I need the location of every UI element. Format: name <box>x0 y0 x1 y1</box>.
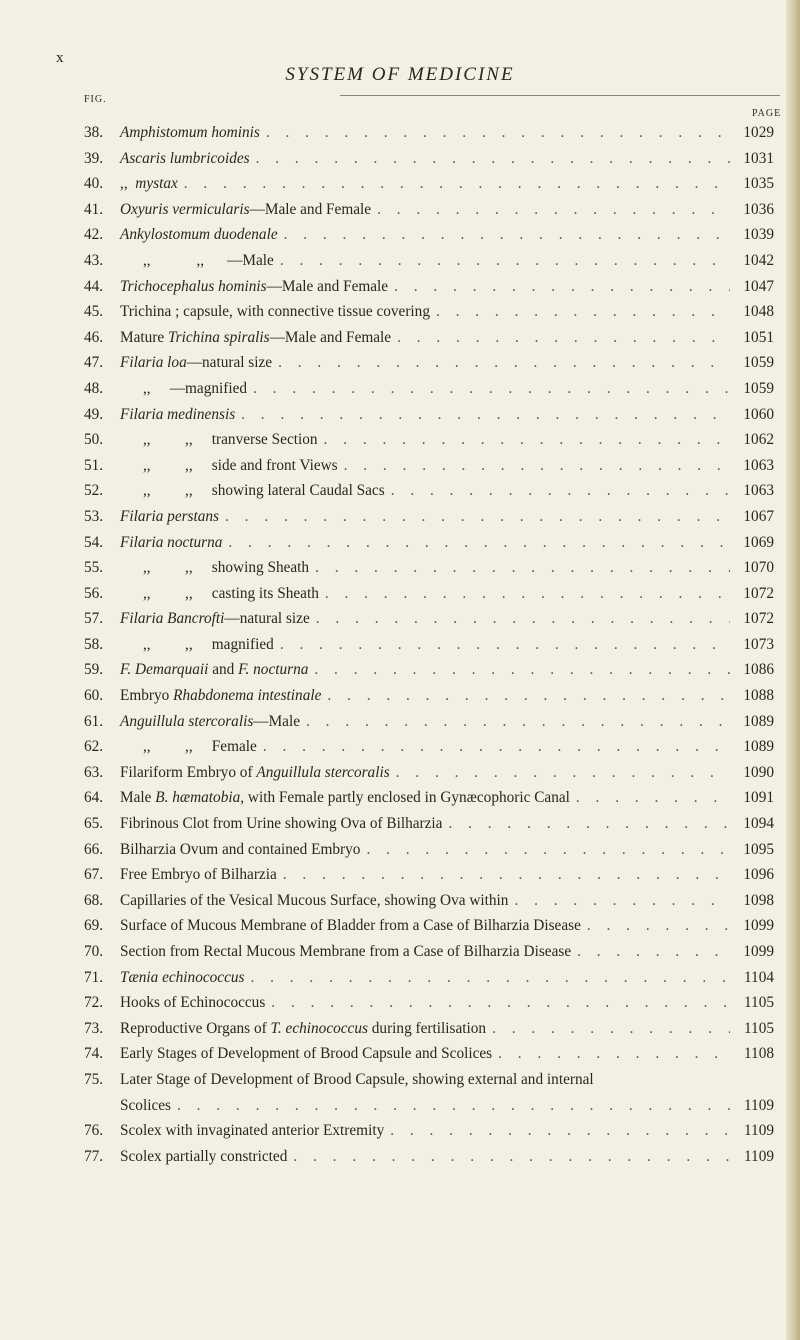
page-number: 1105 <box>743 994 774 1012</box>
figure-title <box>120 657 308 683</box>
page-number: 1039 <box>743 226 774 244</box>
page-number: 1098 <box>743 891 774 909</box>
dot-leader <box>442 811 730 837</box>
column-heading-fig: FIG. <box>84 94 107 105</box>
figure-number: 55. <box>84 559 104 577</box>
figure-title <box>120 734 257 760</box>
dot-leader <box>360 837 730 863</box>
title-part: F. Demarquaii <box>120 661 209 679</box>
figure-title <box>120 274 388 300</box>
title-part: Embryo <box>120 687 174 705</box>
page-number: 1060 <box>743 405 774 423</box>
list-item <box>84 888 774 914</box>
list-item <box>84 222 774 248</box>
title-part: F. nocturna <box>238 661 309 679</box>
figure-number: 51. <box>84 456 104 474</box>
list-item <box>84 939 774 965</box>
list-item <box>84 376 774 402</box>
page-number: 1073 <box>743 635 774 653</box>
page-number: 1109 <box>743 1122 774 1140</box>
dot-leader <box>287 1144 730 1170</box>
title-part: —natural size <box>224 610 310 628</box>
title-part: Hooks of Echinococcus <box>120 994 266 1012</box>
running-title: SYSTEM OF MEDICINE <box>285 64 515 85</box>
title-part: during fertilisation <box>367 1019 487 1037</box>
title-part: Scolex partially constricted <box>120 1147 288 1165</box>
dot-leader <box>257 734 730 760</box>
figure-title <box>120 1041 492 1067</box>
figure-number: 54. <box>84 533 104 551</box>
title-part: ,, ,, showing Sheath <box>120 559 310 577</box>
figure-title <box>120 402 235 428</box>
column-heading-page: PAGE <box>752 108 782 119</box>
figure-number: 70. <box>84 943 104 960</box>
list-item <box>84 1016 774 1042</box>
figure-title <box>120 530 222 556</box>
title-part: Ascaris lumbricoides <box>120 149 250 167</box>
list-item <box>84 530 774 556</box>
figure-number: 41. <box>84 200 104 218</box>
dot-leader <box>272 350 730 376</box>
list-item <box>84 581 774 607</box>
title-part: Oxyuris vermicularis <box>120 200 250 218</box>
page-number: 1047 <box>743 277 774 295</box>
page-number: 1031 <box>743 149 774 167</box>
dot-leader <box>390 760 730 786</box>
figure-title <box>120 632 274 658</box>
dot-leader <box>244 965 730 991</box>
page-number: 1029 <box>743 124 774 141</box>
figure-number: 38. <box>84 124 104 141</box>
page-number: 1099 <box>743 943 774 960</box>
title-part: Reproductive Organs of <box>120 1019 271 1037</box>
title-part: Filaria medinensis <box>120 405 236 423</box>
figure-title <box>120 453 338 479</box>
figure-number: 46. <box>84 328 104 346</box>
page-number: 1089 <box>743 738 774 756</box>
page-number: 1086 <box>743 661 774 679</box>
title-part: Anguillula stercoralis <box>256 763 390 781</box>
dot-leader <box>278 222 730 248</box>
list-item <box>84 785 774 811</box>
figure-number: 40. <box>84 175 104 193</box>
title-part: Filaria Bancrofti <box>120 610 225 628</box>
page-number: 1072 <box>743 584 774 602</box>
title-part: —Male and Female <box>249 200 372 218</box>
dot-leader <box>391 325 730 351</box>
page-number: 1104 <box>743 968 774 986</box>
title-part: Trichocephalus hominis <box>120 277 267 295</box>
figure-number: 65. <box>84 815 104 833</box>
title-part: ,, ,, casting its Sheath <box>120 584 319 602</box>
figure-title <box>120 1016 486 1042</box>
list-item <box>84 606 774 632</box>
figure-number: 47. <box>84 354 104 372</box>
figure-title <box>120 1067 594 1093</box>
figure-number: 72. <box>84 994 104 1012</box>
list-item <box>84 913 774 939</box>
page-number: 1063 <box>743 456 774 474</box>
dot-leader <box>508 888 730 914</box>
dot-leader <box>570 785 730 811</box>
page-number: 1063 <box>743 482 774 500</box>
figure-title <box>120 555 309 581</box>
page-number-roman: x <box>56 50 64 66</box>
figure-title <box>120 376 247 402</box>
dot-leader <box>274 248 730 274</box>
title-part: Male <box>120 789 156 807</box>
title-part: Bilharzia Ovum and contained Embryo <box>120 840 361 858</box>
dot-leader <box>219 504 730 530</box>
title-part: ,, ,, side and front Views <box>120 456 338 474</box>
dot-leader <box>274 632 730 658</box>
title-part: Ankylostomum duodenale <box>120 226 278 244</box>
figure-list <box>84 120 774 1169</box>
title-part: , with Female partly enclosed in Gynæcophoric Canal <box>240 789 570 807</box>
page-number: 1094 <box>743 815 774 833</box>
title-part: ,, <box>120 175 136 193</box>
title-part: Scolex with invaginated anterior Extremity <box>120 1122 385 1140</box>
figure-number: 43. <box>84 251 104 269</box>
list-item <box>84 632 774 658</box>
dot-leader <box>571 939 730 965</box>
page-number: 1069 <box>743 533 774 551</box>
title-part: Section from Rectal Mucous Membrane from a Case of Bilharzia Disease <box>120 943 572 960</box>
figure-title <box>120 683 321 709</box>
title-part: mystax <box>135 175 178 193</box>
dot-leader <box>247 376 730 402</box>
dot-leader <box>178 171 730 197</box>
page-number: 1108 <box>743 1045 774 1063</box>
figure-number: 42. <box>84 226 104 244</box>
dot-leader <box>371 197 730 223</box>
page-edge <box>786 0 800 1340</box>
figure-title <box>120 939 571 965</box>
list-item <box>84 657 774 683</box>
list-item <box>84 350 774 376</box>
figure-title <box>120 760 390 786</box>
list-item <box>84 1067 774 1093</box>
dot-leader <box>250 146 730 172</box>
dot-leader <box>300 709 730 735</box>
title-part: Rhabdonema intestinale <box>173 687 322 705</box>
figure-number: 49. <box>84 405 104 423</box>
figure-number: 53. <box>84 507 104 525</box>
list-item <box>84 427 774 453</box>
figure-title <box>120 709 300 735</box>
list-item <box>84 453 774 479</box>
title-part: Filaria nocturna <box>120 533 223 551</box>
dot-leader <box>310 606 730 632</box>
figure-number: 48. <box>84 379 104 397</box>
list-item <box>84 504 774 530</box>
figure-title <box>120 478 385 504</box>
title-part: B. hæmatobia <box>155 789 241 807</box>
figure-title <box>120 427 318 453</box>
figure-number: 67. <box>84 866 104 884</box>
title-part: Trichina spiralis <box>168 328 270 346</box>
figure-number: 75. <box>84 1070 104 1088</box>
figure-title <box>120 1118 384 1144</box>
title-part: Early Stages of Development of Brood Capsule and Scolices <box>120 1045 493 1063</box>
list-item <box>84 197 774 223</box>
list-item <box>84 555 774 581</box>
figure-title <box>120 811 442 837</box>
figure-number: 63. <box>84 763 104 781</box>
figure-number: 69. <box>84 917 104 935</box>
figure-title <box>120 222 278 248</box>
list-item <box>84 299 774 325</box>
page-number: 1109 <box>743 1096 774 1114</box>
title-part: ,, ,, magnified <box>120 635 274 653</box>
page-number: 1051 <box>743 328 774 346</box>
list-item <box>84 1041 774 1067</box>
figure-number: 76. <box>84 1122 104 1140</box>
list-item <box>84 990 774 1016</box>
page-number: 1088 <box>743 687 774 705</box>
dot-leader <box>171 1093 730 1119</box>
list-item <box>84 171 774 197</box>
dot-leader <box>222 530 730 556</box>
list-item <box>84 965 774 991</box>
dot-leader <box>235 402 730 428</box>
page-number: 1105 <box>743 1019 774 1037</box>
dot-leader <box>384 1118 730 1144</box>
figure-title <box>120 146 250 172</box>
page-number: 1070 <box>743 559 774 577</box>
figure-number: 60. <box>84 687 104 705</box>
title-part: T. echinococcus <box>270 1019 368 1037</box>
figure-title <box>120 197 371 223</box>
figure-title <box>120 504 219 530</box>
list-item <box>84 325 774 351</box>
dot-leader <box>309 555 730 581</box>
list-item <box>84 709 774 735</box>
dot-leader <box>338 453 730 479</box>
figure-number: 71. <box>84 968 104 986</box>
page-number: 1091 <box>743 789 774 807</box>
page-number: 1099 <box>743 917 774 935</box>
dot-leader <box>385 478 730 504</box>
page-number: 1048 <box>743 303 774 321</box>
page-number: 1096 <box>743 866 774 884</box>
title-part: —Male and Female <box>269 328 392 346</box>
page-number: 1062 <box>743 431 774 449</box>
page-number: 1095 <box>743 840 774 858</box>
list-item <box>84 248 774 274</box>
dot-leader <box>318 427 730 453</box>
figure-title <box>120 350 272 376</box>
figure-number: 52. <box>84 482 104 500</box>
page-number: 1059 <box>743 379 774 397</box>
page-number: 1059 <box>743 354 774 372</box>
figure-number: 50. <box>84 431 104 449</box>
list-item <box>84 1118 774 1144</box>
figure-title <box>120 913 581 939</box>
list-item <box>84 1144 774 1170</box>
title-part: Anguillula stercoralis <box>120 712 254 730</box>
title-part: —Male and Female <box>266 277 389 295</box>
list-item <box>84 760 774 786</box>
figure-title: Scolices <box>120 1096 171 1114</box>
list-item <box>84 402 774 428</box>
title-part: Trichina ; capsule, with connective tissue covering <box>120 303 430 321</box>
figure-title <box>120 606 310 632</box>
figure-title <box>120 862 277 888</box>
list-item <box>84 683 774 709</box>
list-item <box>84 862 774 888</box>
title-part: Tænia echinococcus <box>120 968 245 986</box>
page-number: 1042 <box>743 251 774 269</box>
title-part: and <box>208 661 239 679</box>
title-part: ,, ,, tranverse Section <box>120 431 318 449</box>
dot-leader <box>388 274 730 300</box>
dot-leader <box>486 1016 730 1042</box>
header-rule <box>340 95 780 96</box>
list-item <box>84 120 774 146</box>
figure-title <box>120 785 570 811</box>
page-number: 1036 <box>743 200 774 218</box>
page-number: 1089 <box>743 712 774 730</box>
dot-leader <box>319 581 730 607</box>
figure-number: 68. <box>84 891 104 909</box>
page-number: 1035 <box>743 175 774 193</box>
title-part: Fibrinous Clot from Urine showing Ova of Bilharzia <box>120 815 443 833</box>
dot-leader <box>308 657 730 683</box>
figure-number: 74. <box>84 1045 104 1063</box>
figure-number: 66. <box>84 840 104 858</box>
title-part: —Male <box>253 712 301 730</box>
figure-number: 77. <box>84 1147 104 1165</box>
figure-title <box>120 581 319 607</box>
list-item <box>84 146 774 172</box>
title-part: Filariform Embryo of <box>120 763 257 781</box>
dot-leader <box>430 299 730 325</box>
title-part: Capillaries of the Vesical Mucous Surface, showing Ova within <box>120 891 509 909</box>
figure-number: 44. <box>84 277 104 295</box>
figure-title <box>120 837 360 863</box>
figure-number: 39. <box>84 149 104 167</box>
figure-number: 64. <box>84 789 104 807</box>
title-part: ,, ,, showing lateral Caudal Sacs <box>120 482 385 500</box>
title-part: ,, ,, Female <box>120 738 257 756</box>
figure-title <box>120 171 178 197</box>
list-item <box>84 734 774 760</box>
figure-title <box>120 1144 287 1170</box>
figure-number: 62. <box>84 738 104 756</box>
dot-leader <box>260 120 730 146</box>
figure-number: 73. <box>84 1019 104 1037</box>
title-part: Free Embryo of Bilharzia <box>120 866 277 884</box>
page-number: 1072 <box>743 610 774 628</box>
list-item <box>84 837 774 863</box>
figure-number: 61. <box>84 712 104 730</box>
title-part: Surface of Mucous Membrane of Bladder from a Case of Bilharzia Disease <box>120 917 581 935</box>
dot-leader <box>581 913 730 939</box>
title-part: —natural size <box>186 354 273 372</box>
page-number: 1109 <box>743 1147 774 1165</box>
figure-number: 57. <box>84 610 104 628</box>
title-part: Filaria loa <box>120 354 187 372</box>
title-part: Later Stage of Development of Brood Capsule, showing external and internal <box>120 1070 594 1088</box>
figure-title <box>120 990 265 1016</box>
figure-title <box>120 299 430 325</box>
title-part: Mature <box>120 328 168 346</box>
list-item-continuation <box>84 1093 774 1119</box>
figure-number: 59. <box>84 661 104 679</box>
list-item <box>84 811 774 837</box>
figure-title <box>120 120 260 146</box>
title-part: ,, ,, —Male <box>120 251 274 269</box>
figure-number: 58. <box>84 635 104 653</box>
title-part: Filaria perstans <box>120 507 220 525</box>
figure-title <box>120 325 391 351</box>
dot-leader <box>321 683 730 709</box>
figure-number: 56. <box>84 584 104 602</box>
list-item <box>84 478 774 504</box>
figure-title <box>120 888 508 914</box>
page-number: 1090 <box>743 763 774 781</box>
title-part: Amphistomum hominis <box>120 124 260 141</box>
figure-title <box>120 248 274 274</box>
dot-leader <box>277 862 730 888</box>
dot-leader <box>492 1041 730 1067</box>
page-number: 1067 <box>743 507 774 525</box>
title-part: ,, —magnified <box>120 379 248 397</box>
dot-leader <box>265 990 730 1016</box>
figure-number: 45. <box>84 303 104 321</box>
list-item <box>84 274 774 300</box>
figure-title <box>120 965 244 991</box>
